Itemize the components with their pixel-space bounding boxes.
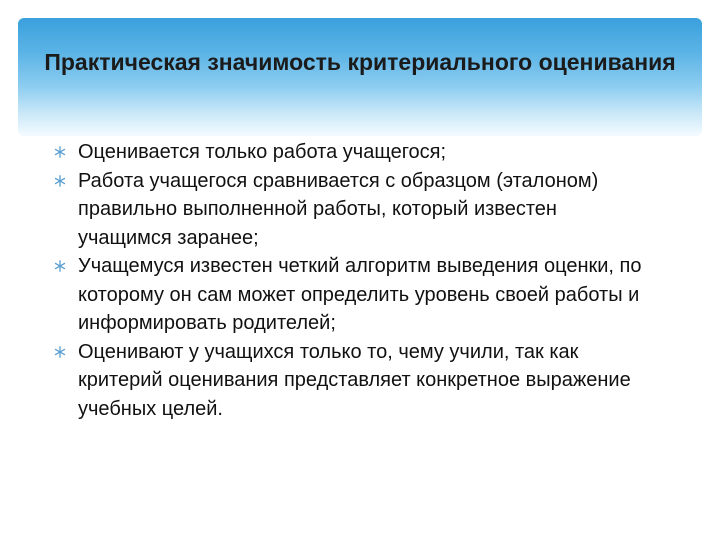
bullet-text: Оценивается только работа учащегося; bbox=[78, 141, 447, 163]
bullet-list bbox=[50, 138, 650, 423]
asterisk-icon bbox=[50, 338, 70, 367]
bullet-item bbox=[50, 138, 650, 167]
bullet-text: Работа учащегося сравнивается с образцом (эталоном) правильно выполненной работы, который известен учащимся заранее; bbox=[78, 169, 599, 249]
bullet-item bbox=[50, 338, 650, 424]
asterisk-icon bbox=[50, 138, 70, 167]
asterisk-icon bbox=[50, 167, 70, 196]
asterisk-icon bbox=[50, 252, 70, 281]
slide-title: Практическая значимость критериального оценивания bbox=[44, 49, 676, 75]
bullet-text: Учащемуся известен четкий алгоритм выведения оценки, по которому он сам может определить уровень своей работы и информировать родителей; bbox=[78, 255, 642, 334]
bullet-item bbox=[50, 167, 650, 253]
bullet-text: Оценивают у учащихся только то, чему учили, так как критерий оценивания представляет конкретное выражение учебных целей. bbox=[78, 340, 631, 420]
bullet-item bbox=[50, 252, 650, 338]
